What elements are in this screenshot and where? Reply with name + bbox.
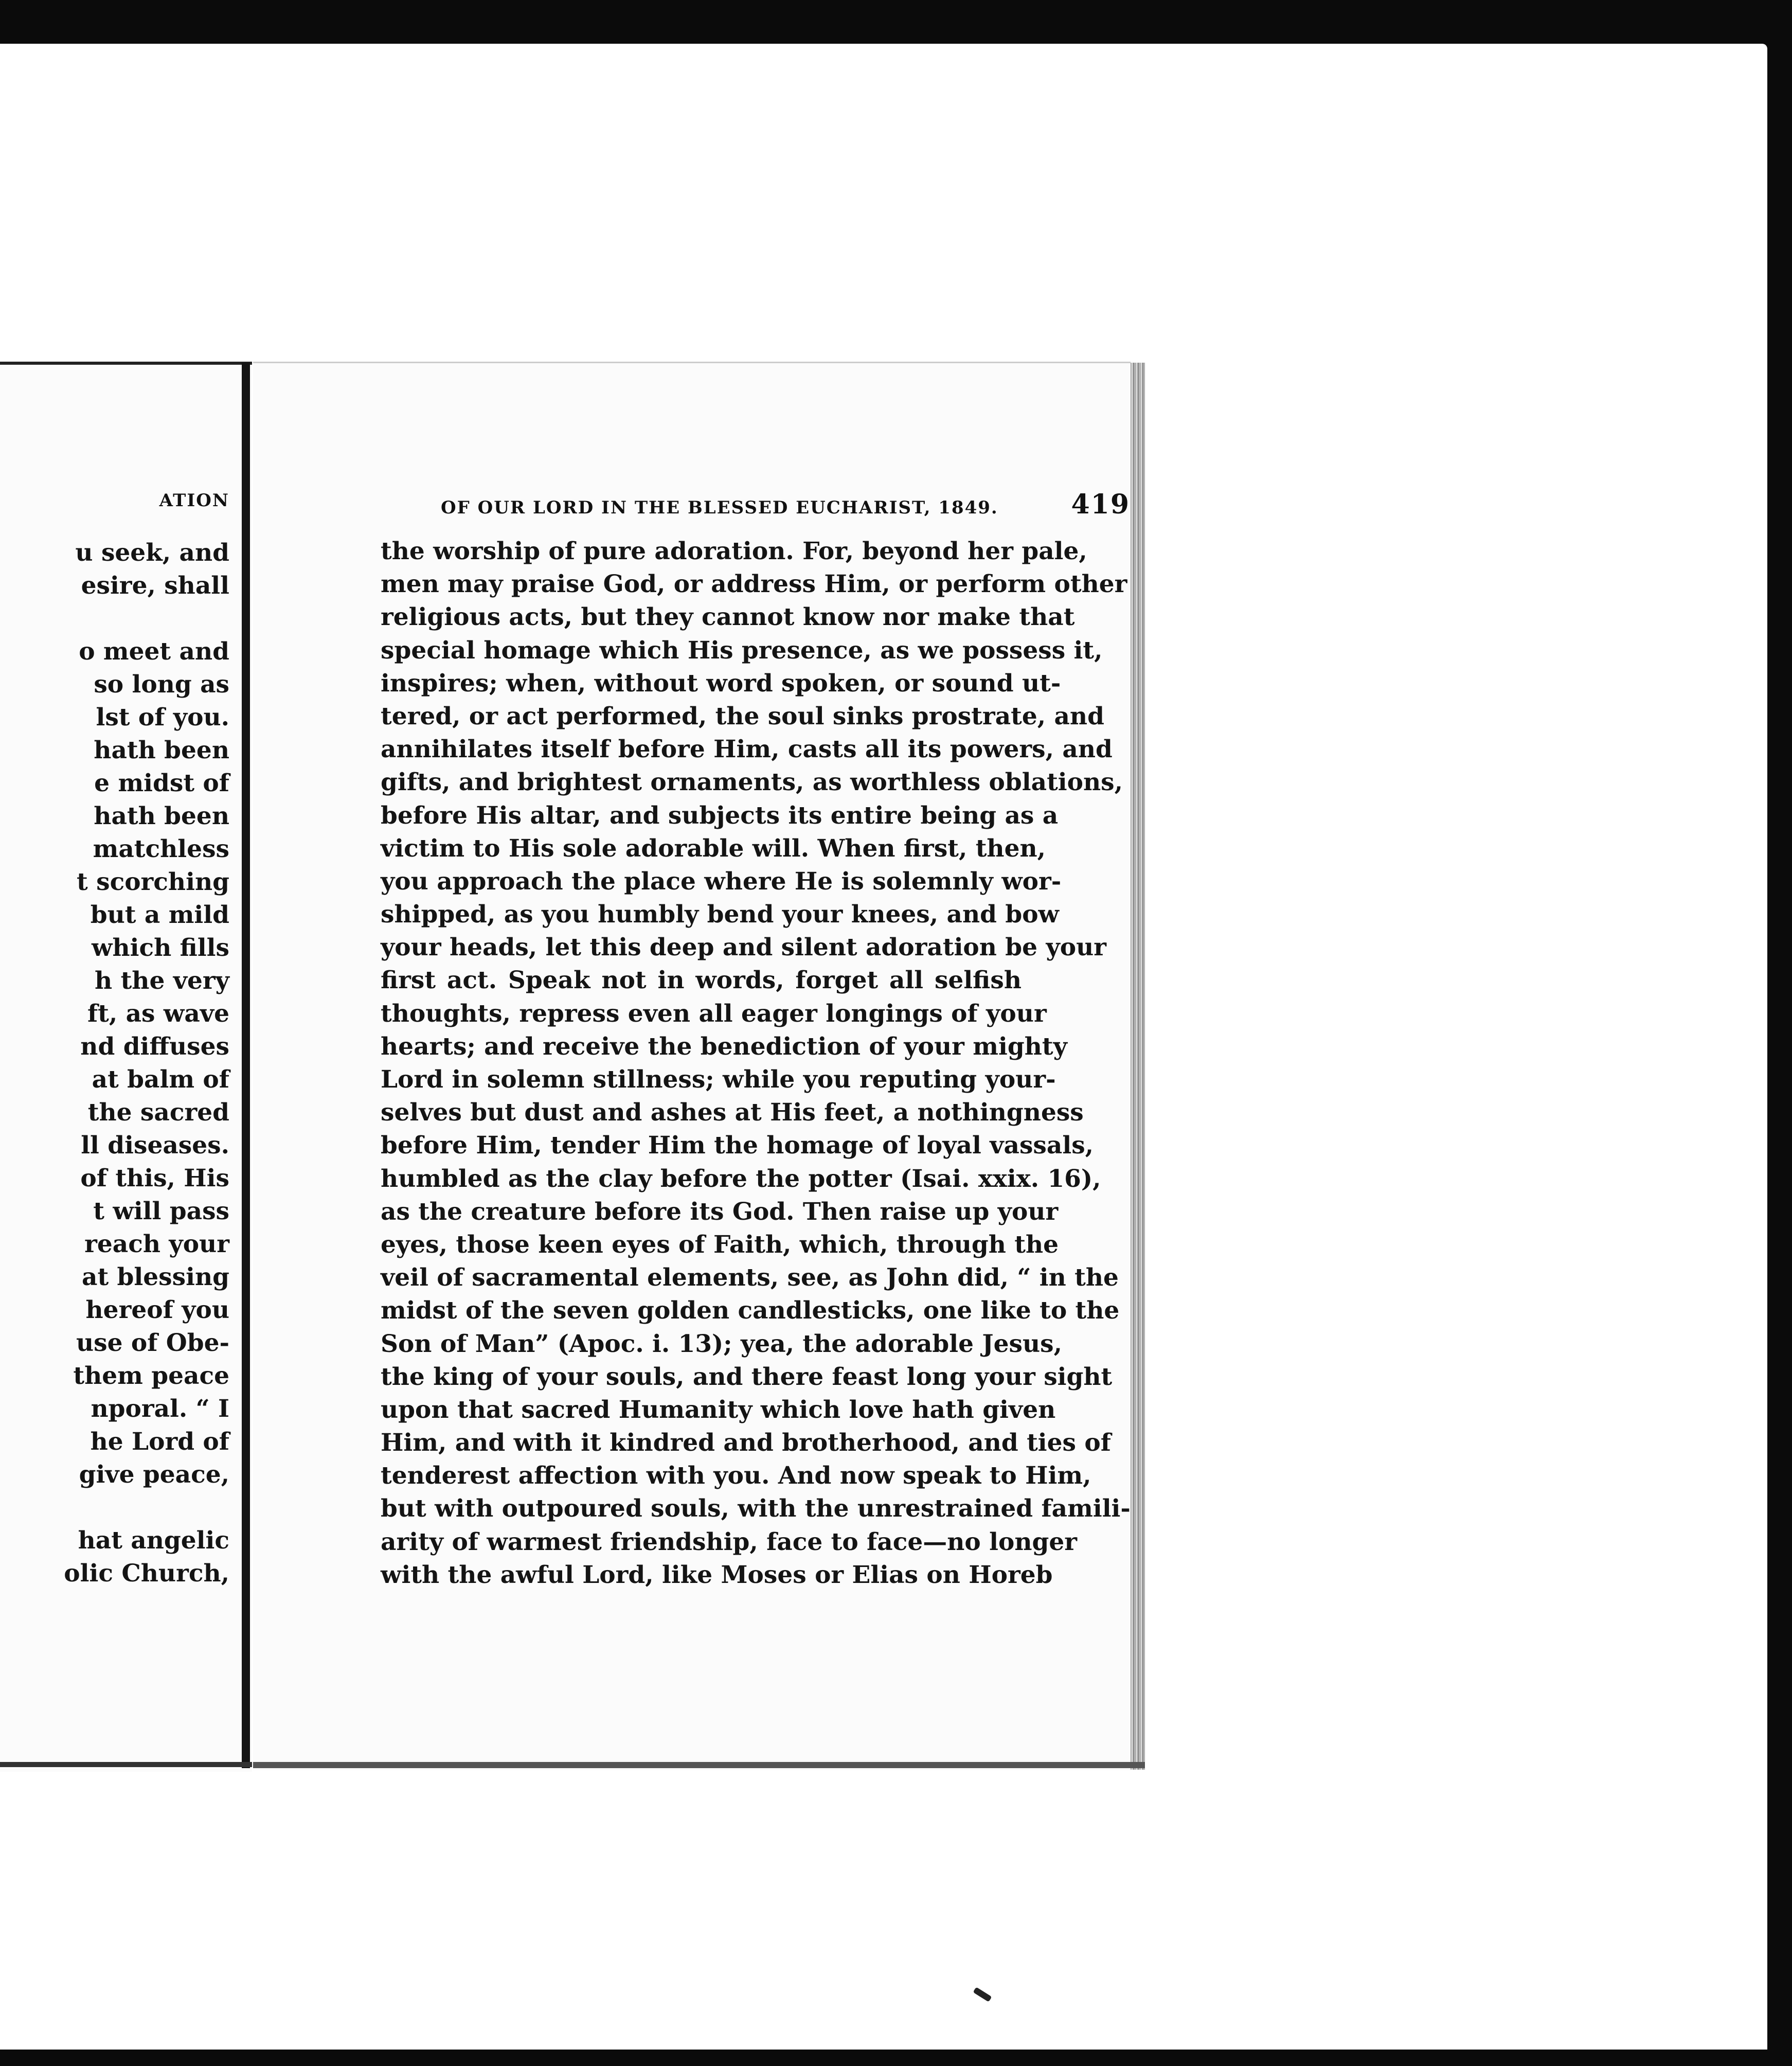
right-page-bottom-edge	[253, 1762, 1145, 1768]
left-text-line: esire, shall	[81, 572, 229, 600]
body-text-line: gifts, and brightest ornaments, as worthless oblations,	[381, 768, 1123, 797]
left-page-text	[0, 537, 229, 1590]
left-text-line: t will pass	[93, 1197, 229, 1225]
left-text-line: them peace	[73, 1362, 229, 1390]
body-text-line: with the awful Lord, like Moses or Elias on Horeb	[381, 1560, 1053, 1589]
body-text-line: men may praise God, or address Him, or perform other	[381, 570, 1127, 599]
body-text-line: Lord in solemn stillness; while you reputing your-	[381, 1065, 1056, 1094]
running-head-title: OF OUR LORD IN THE BLESSED EUCHARIST, 1849.	[441, 497, 998, 518]
left-text-line: nporal. “ I	[91, 1395, 229, 1423]
body-text-line: midst of the seven golden candlesticks, one like to the	[381, 1296, 1120, 1325]
left-text-line: give peace,	[79, 1461, 229, 1489]
left-running-head: ATION	[159, 490, 229, 511]
left-text-line: reach your	[84, 1230, 229, 1258]
right-page	[253, 362, 1131, 1770]
left-text-line: hath been	[94, 736, 229, 764]
body-text-line: humbled as the clay before the potter (Isai. xxix. 16),	[381, 1164, 1101, 1193]
body-text-line: arity of warmest friendship, face to face—no longer	[381, 1527, 1078, 1556]
body-text-line: first act. Speak not in words, forget all selfish	[381, 966, 1022, 995]
left-text-line: ll diseases.	[81, 1131, 229, 1160]
left-text-line: hath been	[94, 802, 229, 830]
left-text-line: of this, His	[80, 1164, 229, 1192]
body-text-line: as the creature before its God. Then raise up your	[381, 1197, 1059, 1226]
left-text-line: use of Obe-	[76, 1329, 229, 1357]
left-text-line: at balm of	[92, 1065, 229, 1094]
body-text-line: annihilates itself before Him, casts all its powers, and	[381, 735, 1113, 764]
body-text-line: the king of your souls, and there feast long your sight	[381, 1362, 1113, 1391]
left-text-line: hereof you	[85, 1296, 229, 1324]
ink-speck	[973, 1987, 992, 2002]
left-text-line: u seek, and	[75, 539, 229, 567]
body-text-line: special homage which His presence, as we possess it,	[381, 636, 1103, 665]
scanned-sheet	[0, 44, 1767, 2050]
body-text-line: tenderest affection with you. And now speak to Him,	[381, 1462, 1091, 1490]
left-text-line	[0, 1491, 229, 1524]
body-text-line: Son of Man” (Apoc. i. 13); yea, the adorable Jesus,	[381, 1329, 1062, 1358]
left-text-line: olic Church,	[64, 1559, 229, 1588]
body-text-line: selves but dust and ashes at His feet, a nothingness	[381, 1098, 1084, 1127]
body-text-line: shipped, as you humbly bend your knees, and bow	[381, 900, 1060, 929]
left-text-line: at blessing	[82, 1263, 229, 1291]
left-text-line: the sacred	[87, 1098, 229, 1127]
body-text	[381, 535, 1131, 1592]
body-text-line: before His altar, and subjects its entire being as a	[381, 801, 1059, 830]
left-text-line: so long as	[94, 670, 229, 699]
body-text-line: victim to His sole adorable will. When first, then,	[381, 834, 1046, 863]
body-text-line: tered, or act performed, the soul sinks prostrate, and	[381, 702, 1104, 731]
body-text-line: eyes, those keen eyes of Faith, which, through the	[381, 1230, 1059, 1259]
body-text-line: you approach the place where He is solemnly wor-	[381, 867, 1062, 896]
left-text-line: nd diffuses	[80, 1032, 229, 1061]
left-page-bottom-edge	[0, 1762, 252, 1767]
left-text-line: he Lord of	[90, 1428, 229, 1456]
left-text-line: o meet and	[79, 637, 229, 666]
running-head	[441, 489, 1130, 520]
body-text-line: thoughts, repress even all eager longings of your	[381, 999, 1047, 1028]
body-text-line: Him, and with it kindred and brotherhood, and ties of	[381, 1429, 1111, 1457]
body-text-line: your heads, let this deep and silent adoration be your	[381, 933, 1107, 962]
left-text-line: t scorching	[77, 868, 229, 896]
body-text-line: hearts; and receive the benediction of your mighty	[381, 1032, 1067, 1061]
body-text-line: but with outpoured souls, with the unrestrained famili-	[381, 1494, 1131, 1523]
body-text-line: the worship of pure adoration. For, beyond her pale,	[381, 537, 1087, 565]
body-text-line: before Him, tender Him the homage of loyal vassals,	[381, 1131, 1094, 1160]
body-text-line: upon that sacred Humanity which love hath given	[381, 1395, 1056, 1424]
left-text-line: lst of you.	[96, 703, 229, 732]
left-text-line: hat angelic	[78, 1526, 229, 1555]
body-text-line: religious acts, but they cannot know nor make that	[381, 603, 1075, 632]
page-stack-edge	[1131, 363, 1145, 1770]
left-text-line: e midst of	[94, 769, 229, 797]
left-page	[0, 362, 252, 1772]
book-gutter	[242, 363, 250, 1768]
left-text-line: ft, as wave	[87, 1000, 229, 1028]
body-text-line: veil of sacramental elements, see, as John did, “ in the	[381, 1263, 1119, 1292]
left-text-line: which fills	[92, 934, 229, 962]
left-text-line: matchless	[93, 835, 229, 863]
left-text-line: h the very	[95, 967, 229, 995]
left-text-line: but a mild	[90, 901, 229, 929]
page-number: 419	[1071, 489, 1130, 520]
left-text-line	[0, 602, 229, 635]
body-text-line: inspires; when, without word spoken, or sound ut-	[381, 669, 1061, 698]
